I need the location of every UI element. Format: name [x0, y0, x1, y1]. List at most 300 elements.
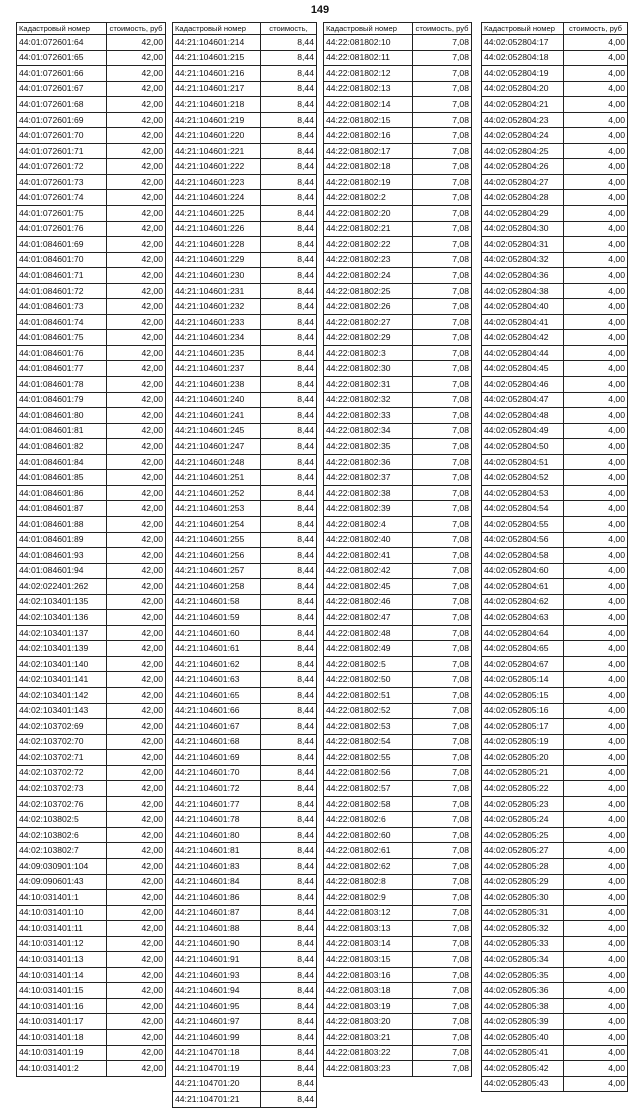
cadastral-number-cell: 44:02:052805:23: [482, 796, 564, 812]
cost-cell: 4,00: [564, 781, 628, 797]
cost-cell: 8,44: [261, 610, 317, 626]
cadastral-number-cell: 44:22:081802:41: [324, 548, 413, 564]
table-row: [324, 983, 472, 999]
cadastral-number-cell: 44:02:052804:49: [482, 423, 564, 439]
table-row: [482, 50, 628, 66]
cost-cell: 42,00: [107, 112, 166, 128]
table-row: [173, 439, 317, 455]
cadastral-number-cell: 44:21:104601:59: [173, 610, 261, 626]
cadastral-number-cell: 44:02:103702:73: [17, 781, 107, 797]
table-row: [173, 268, 317, 284]
cadastral-number-cell: 44:22:081802:42: [324, 563, 413, 579]
cost-cell: 4,00: [564, 750, 628, 766]
table-row: [17, 283, 166, 299]
cadastral-number-cell: 44:01:084601:69: [17, 237, 107, 253]
cost-cell: 7,08: [413, 905, 472, 921]
cadastral-number-cell: 44:01:084601:85: [17, 470, 107, 486]
cadastral-number-cell: 44:02:052804:26: [482, 159, 564, 175]
cost-cell: 8,44: [261, 81, 317, 97]
cost-cell: 8,44: [261, 734, 317, 750]
table-row: [482, 112, 628, 128]
table-row: [173, 50, 317, 66]
cadastral-number-cell: 44:22:081803:13: [324, 921, 413, 937]
cadastral-number-cell: 44:22:081802:60: [324, 827, 413, 843]
table-row: [482, 408, 628, 424]
cadastral-number-cell: 44:21:104701:20: [173, 1076, 261, 1092]
table-row: [173, 143, 317, 159]
table-row: [324, 330, 472, 346]
cadastral-number-cell: 44:02:052804:47: [482, 392, 564, 408]
cost-cell: 4,00: [564, 159, 628, 175]
table-row: [173, 237, 317, 253]
cost-cell: 4,00: [564, 936, 628, 952]
cadastral-number-cell: 44:02:052805:22: [482, 781, 564, 797]
cost-cell: 4,00: [564, 112, 628, 128]
table-row: [173, 377, 317, 393]
cost-cell: 7,08: [413, 252, 472, 268]
table-row: [173, 843, 317, 859]
cost-cell: 42,00: [107, 159, 166, 175]
cost-cell: 42,00: [107, 454, 166, 470]
cadastral-number-cell: 44:21:104601:237: [173, 361, 261, 377]
cost-cell: 4,00: [564, 268, 628, 284]
cadastral-number-cell: 44:21:104601:226: [173, 221, 261, 237]
cost-cell: 4,00: [564, 548, 628, 564]
table-row: [173, 485, 317, 501]
cadastral-number-cell: 44:21:104601:257: [173, 563, 261, 579]
table-row: [173, 454, 317, 470]
cost-cell: 42,00: [107, 377, 166, 393]
table-row: [173, 112, 317, 128]
cost-cell: 8,44: [261, 345, 317, 361]
cost-cell: 7,08: [413, 174, 472, 190]
cost-cell: 4,00: [564, 687, 628, 703]
table-row: [173, 392, 317, 408]
table-row: [324, 532, 472, 548]
cadastral-number-cell: 44:22:081802:49: [324, 641, 413, 657]
table-row: [324, 439, 472, 455]
cadastral-number-cell: 44:02:052804:29: [482, 206, 564, 222]
table-row: [324, 1030, 472, 1046]
cadastral-number-cell: 44:21:104601:232: [173, 299, 261, 315]
cadastral-number-cell: 44:10:031401:1: [17, 890, 107, 906]
cost-cell: 8,44: [261, 952, 317, 968]
cost-cell: 4,00: [564, 843, 628, 859]
table-row: [17, 454, 166, 470]
cost-cell: 4,00: [564, 237, 628, 253]
cost-cell: 4,00: [564, 641, 628, 657]
table-row: [482, 470, 628, 486]
cadastral-number-cell: 44:22:081802:55: [324, 750, 413, 766]
cadastral-number-cell: 44:21:104601:245: [173, 423, 261, 439]
cost-cell: 8,44: [261, 750, 317, 766]
cadastral-number-cell: 44:02:103702:76: [17, 796, 107, 812]
cost-cell: 7,08: [413, 268, 472, 284]
cost-cell: 42,00: [107, 299, 166, 315]
cost-cell: 7,08: [413, 734, 472, 750]
cadastral-number-cell: 44:02:103802:6: [17, 827, 107, 843]
cost-cell: 7,08: [413, 361, 472, 377]
cadastral-number-cell: 44:10:031401:19: [17, 1045, 107, 1061]
table-row: [482, 936, 628, 952]
cost-cell: 4,00: [564, 890, 628, 906]
cadastral-number-cell: 44:21:104601:66: [173, 703, 261, 719]
table-row: [173, 719, 317, 735]
table-row: [173, 97, 317, 113]
cadastral-number-cell: 44:22:081802:46: [324, 594, 413, 610]
cadastral-number-cell: 44:22:081802:38: [324, 485, 413, 501]
table-row: [17, 703, 166, 719]
table-row: [173, 81, 317, 97]
table-row: [482, 579, 628, 595]
cadastral-number-cell: 44:21:104601:224: [173, 190, 261, 206]
cost-cell: 7,08: [413, 890, 472, 906]
cost-cell: 42,00: [107, 548, 166, 564]
table-row: [173, 66, 317, 82]
cadastral-number-cell: 44:02:052804:32: [482, 252, 564, 268]
cadastral-number-cell: 44:02:052805:41: [482, 1045, 564, 1061]
cadastral-number-cell: 44:21:104601:253: [173, 501, 261, 517]
cadastral-number-cell: 44:02:052805:34: [482, 952, 564, 968]
cost-cell: 42,00: [107, 423, 166, 439]
table-row: [324, 299, 472, 315]
cost-cell: 7,08: [413, 796, 472, 812]
cost-cell: 4,00: [564, 905, 628, 921]
cost-cell: 7,08: [413, 439, 472, 455]
table-row: [324, 50, 472, 66]
cadastral-number-cell: 44:02:052804:53: [482, 485, 564, 501]
cadastral-number-cell: 44:01:084601:94: [17, 563, 107, 579]
table-row: [17, 936, 166, 952]
cadastral-number-cell: 44:21:104601:78: [173, 812, 261, 828]
cadastral-number-cell: 44:21:104601:252: [173, 485, 261, 501]
cost-cell: 8,44: [261, 330, 317, 346]
table-row: [482, 237, 628, 253]
cadastral-number-cell: 44:21:104701:19: [173, 1061, 261, 1077]
cadastral-number-cell: 44:02:052804:55: [482, 516, 564, 532]
cost-cell: 42,00: [107, 206, 166, 222]
table-row: [173, 952, 317, 968]
cost-cell: 8,44: [261, 128, 317, 144]
table-row: [482, 35, 628, 51]
cost-cell: 42,00: [107, 237, 166, 253]
cost-cell: 4,00: [564, 656, 628, 672]
cost-cell: 7,08: [413, 190, 472, 206]
cadastral-number-cell: 44:02:052805:42: [482, 1061, 564, 1077]
cadastral-number-cell: 44:01:084601:75: [17, 330, 107, 346]
table-row: [17, 35, 166, 51]
cost-cell: 4,00: [564, 330, 628, 346]
table-row: [482, 190, 628, 206]
table-row: [173, 128, 317, 144]
cadastral-number-cell: 44:22:081802:4: [324, 516, 413, 532]
table-row: [173, 998, 317, 1014]
table-row: [482, 672, 628, 688]
table-row: [324, 827, 472, 843]
cadastral-number-cell: 44:02:052804:28: [482, 190, 564, 206]
cadastral-number-cell: 44:22:081802:19: [324, 174, 413, 190]
table-row: [324, 392, 472, 408]
cadastral-number-cell: 44:22:081803:14: [324, 936, 413, 952]
cost-cell: 4,00: [564, 423, 628, 439]
cost-cell: 42,00: [107, 812, 166, 828]
table-row: [17, 734, 166, 750]
cadastral-table-3: [323, 22, 472, 1077]
cost-cell: 42,00: [107, 921, 166, 937]
cadastral-number-cell: 44:22:081802:16: [324, 128, 413, 144]
cost-cell: 4,00: [564, 128, 628, 144]
cost-cell: 7,08: [413, 998, 472, 1014]
table-row: [17, 532, 166, 548]
cost-cell: 7,08: [413, 283, 472, 299]
table-row: [482, 454, 628, 470]
cadastral-number-cell: 44:02:052804:65: [482, 641, 564, 657]
cadastral-number-cell: 44:22:081803:19: [324, 998, 413, 1014]
cost-cell: 7,08: [413, 532, 472, 548]
table-row: [482, 983, 628, 999]
cost-cell: 42,00: [107, 734, 166, 750]
cadastral-number-cell: 44:21:104601:214: [173, 35, 261, 51]
cadastral-number-cell: 44:10:031401:16: [17, 998, 107, 1014]
cost-cell: 7,08: [413, 408, 472, 424]
cost-cell: 4,00: [564, 765, 628, 781]
table-row: [17, 1061, 166, 1077]
table-row: [324, 890, 472, 906]
cost-cell: 7,08: [413, 97, 472, 113]
table-row: [482, 81, 628, 97]
cost-cell: 4,00: [564, 983, 628, 999]
cadastral-number-cell: 44:21:104601:94: [173, 983, 261, 999]
cadastral-number-cell: 44:22:081803:20: [324, 1014, 413, 1030]
table-row: [17, 1030, 166, 1046]
cadastral-number-cell: 44:21:104601:83: [173, 858, 261, 874]
header-cadastral-number: Кадастровый номер: [173, 23, 261, 35]
cadastral-number-cell: 44:21:104601:87: [173, 905, 261, 921]
cadastral-number-cell: 44:02:052804:27: [482, 174, 564, 190]
table-row: [17, 750, 166, 766]
cadastral-number-cell: 44:21:104601:215: [173, 50, 261, 66]
cadastral-number-cell: 44:02:052805:19: [482, 734, 564, 750]
table-row: [482, 1061, 628, 1077]
table-row: [324, 672, 472, 688]
cost-cell: 7,08: [413, 159, 472, 175]
cost-cell: 7,08: [413, 1045, 472, 1061]
cadastral-number-cell: 44:21:104601:63: [173, 672, 261, 688]
table-row: [17, 1045, 166, 1061]
table-row: [173, 921, 317, 937]
cadastral-number-cell: 44:02:052805:27: [482, 843, 564, 859]
cadastral-number-cell: 44:21:104601:217: [173, 81, 261, 97]
cost-cell: 8,44: [261, 983, 317, 999]
cadastral-number-cell: 44:02:052805:25: [482, 827, 564, 843]
cadastral-number-cell: 44:22:081802:58: [324, 796, 413, 812]
table-row: [17, 563, 166, 579]
cost-cell: 42,00: [107, 687, 166, 703]
cadastral-number-cell: 44:10:031401:14: [17, 967, 107, 983]
table-row: [17, 858, 166, 874]
cadastral-number-cell: 44:01:072601:64: [17, 35, 107, 51]
table-row: [17, 392, 166, 408]
table-row: [17, 268, 166, 284]
cost-cell: 4,00: [564, 361, 628, 377]
cost-cell: 7,08: [413, 299, 472, 315]
cadastral-number-cell: 44:22:081802:35: [324, 439, 413, 455]
cadastral-number-cell: 44:02:052804:60: [482, 563, 564, 579]
cadastral-number-cell: 44:21:104601:223: [173, 174, 261, 190]
cadastral-number-cell: 44:02:103802:5: [17, 812, 107, 828]
cadastral-number-cell: 44:02:103702:70: [17, 734, 107, 750]
table-row: [173, 283, 317, 299]
cost-cell: 7,08: [413, 967, 472, 983]
cost-cell: 4,00: [564, 1076, 628, 1092]
cost-cell: 4,00: [564, 470, 628, 486]
cost-cell: 7,08: [413, 377, 472, 393]
cost-cell: 4,00: [564, 314, 628, 330]
cost-cell: 4,00: [564, 625, 628, 641]
table-row: [17, 50, 166, 66]
cost-cell: 4,00: [564, 563, 628, 579]
cadastral-number-cell: 44:02:103702:72: [17, 765, 107, 781]
cadastral-number-cell: 44:22:081802:23: [324, 252, 413, 268]
table-row: [482, 252, 628, 268]
cadastral-number-cell: 44:01:084601:87: [17, 501, 107, 517]
cost-cell: 4,00: [564, 874, 628, 890]
cost-cell: 42,00: [107, 283, 166, 299]
cost-cell: 7,08: [413, 501, 472, 517]
cadastral-number-cell: 44:21:104601:234: [173, 330, 261, 346]
header-cost: стоимость, руб: [413, 23, 472, 35]
cadastral-number-cell: 44:22:081802:53: [324, 719, 413, 735]
cost-cell: 4,00: [564, 174, 628, 190]
cost-cell: 42,00: [107, 563, 166, 579]
table-row: [173, 641, 317, 657]
cost-cell: 7,08: [413, 1061, 472, 1077]
cost-cell: 8,44: [261, 687, 317, 703]
cadastral-number-cell: 44:02:052804:23: [482, 112, 564, 128]
cost-cell: 42,00: [107, 66, 166, 82]
cadastral-number-cell: 44:10:031401:11: [17, 921, 107, 937]
cost-cell: 42,00: [107, 858, 166, 874]
cadastral-number-cell: 44:02:052805:14: [482, 672, 564, 688]
cost-cell: 42,00: [107, 1045, 166, 1061]
cost-cell: 8,44: [261, 998, 317, 1014]
cost-cell: 4,00: [564, 594, 628, 610]
table-row: [173, 174, 317, 190]
cadastral-number-cell: 44:21:104601:240: [173, 392, 261, 408]
table-row: [173, 734, 317, 750]
cadastral-number-cell: 44:02:052804:50: [482, 439, 564, 455]
cadastral-number-cell: 44:02:052804:30: [482, 221, 564, 237]
cost-cell: 8,44: [261, 874, 317, 890]
cost-cell: 42,00: [107, 843, 166, 859]
cadastral-number-cell: 44:22:081802:5: [324, 656, 413, 672]
cadastral-number-cell: 44:01:072601:72: [17, 159, 107, 175]
cadastral-number-cell: 44:21:104601:95: [173, 998, 261, 1014]
cadastral-number-cell: 44:01:084601:72: [17, 283, 107, 299]
cadastral-number-cell: 44:02:052804:46: [482, 377, 564, 393]
cost-cell: 7,08: [413, 314, 472, 330]
cadastral-number-cell: 44:22:081803:16: [324, 967, 413, 983]
cost-cell: 7,08: [413, 548, 472, 564]
cost-cell: 8,44: [261, 1092, 317, 1108]
cost-cell: 8,44: [261, 485, 317, 501]
cost-cell: 8,44: [261, 703, 317, 719]
table-row: [482, 1030, 628, 1046]
cost-cell: 4,00: [564, 703, 628, 719]
cost-cell: 4,00: [564, 81, 628, 97]
cost-cell: 42,00: [107, 967, 166, 983]
header-cost: стоимость,: [261, 23, 317, 35]
table-row: [17, 796, 166, 812]
table-row: [324, 485, 472, 501]
table-row: [482, 283, 628, 299]
cost-cell: 8,44: [261, 936, 317, 952]
cadastral-number-cell: 44:01:072601:68: [17, 97, 107, 113]
cadastral-number-cell: 44:22:081802:20: [324, 206, 413, 222]
cadastral-number-cell: 44:22:081802:52: [324, 703, 413, 719]
cost-cell: 42,00: [107, 190, 166, 206]
cadastral-number-cell: 44:21:104601:77: [173, 796, 261, 812]
cost-cell: 7,08: [413, 50, 472, 66]
table-row: [17, 687, 166, 703]
cadastral-number-cell: 44:02:052805:21: [482, 765, 564, 781]
table-row: [482, 299, 628, 315]
cost-cell: 42,00: [107, 905, 166, 921]
cadastral-number-cell: 44:22:081802:36: [324, 454, 413, 470]
cost-cell: 8,44: [261, 812, 317, 828]
cadastral-number-cell: 44:01:072601:67: [17, 81, 107, 97]
table-row: [173, 983, 317, 999]
cadastral-number-cell: 44:21:104601:88: [173, 921, 261, 937]
cadastral-number-cell: 44:22:081802:30: [324, 361, 413, 377]
cost-cell: 8,44: [261, 501, 317, 517]
cost-cell: 4,00: [564, 967, 628, 983]
cost-cell: 7,08: [413, 143, 472, 159]
cost-cell: 4,00: [564, 516, 628, 532]
cost-cell: 4,00: [564, 1045, 628, 1061]
cost-cell: 4,00: [564, 921, 628, 937]
cadastral-number-cell: 44:22:081802:47: [324, 610, 413, 626]
cost-cell: 4,00: [564, 734, 628, 750]
table-row: [324, 874, 472, 890]
cadastral-number-cell: 44:22:081802:31: [324, 377, 413, 393]
cadastral-number-cell: 44:02:052804:63: [482, 610, 564, 626]
table-row: [324, 81, 472, 97]
cost-cell: 7,08: [413, 330, 472, 346]
cost-cell: 7,08: [413, 812, 472, 828]
table-row: [482, 827, 628, 843]
table-row: [324, 361, 472, 377]
cadastral-number-cell: 44:21:104601:219: [173, 112, 261, 128]
cost-cell: 8,44: [261, 921, 317, 937]
cadastral-number-cell: 44:10:031401:18: [17, 1030, 107, 1046]
cost-cell: 8,44: [261, 174, 317, 190]
cost-cell: 42,00: [107, 50, 166, 66]
cost-cell: 42,00: [107, 719, 166, 735]
cost-cell: 8,44: [261, 563, 317, 579]
cadastral-number-cell: 44:02:052805:43: [482, 1076, 564, 1092]
cost-cell: 7,08: [413, 470, 472, 486]
table-row: [173, 579, 317, 595]
table-row: [173, 656, 317, 672]
cost-cell: 7,08: [413, 874, 472, 890]
cadastral-number-cell: 44:02:052805:28: [482, 858, 564, 874]
cost-cell: 8,44: [261, 237, 317, 253]
cost-cell: 4,00: [564, 1014, 628, 1030]
cadastral-number-cell: 44:22:081802:39: [324, 501, 413, 517]
cost-cell: 42,00: [107, 1014, 166, 1030]
table-row: [324, 97, 472, 113]
